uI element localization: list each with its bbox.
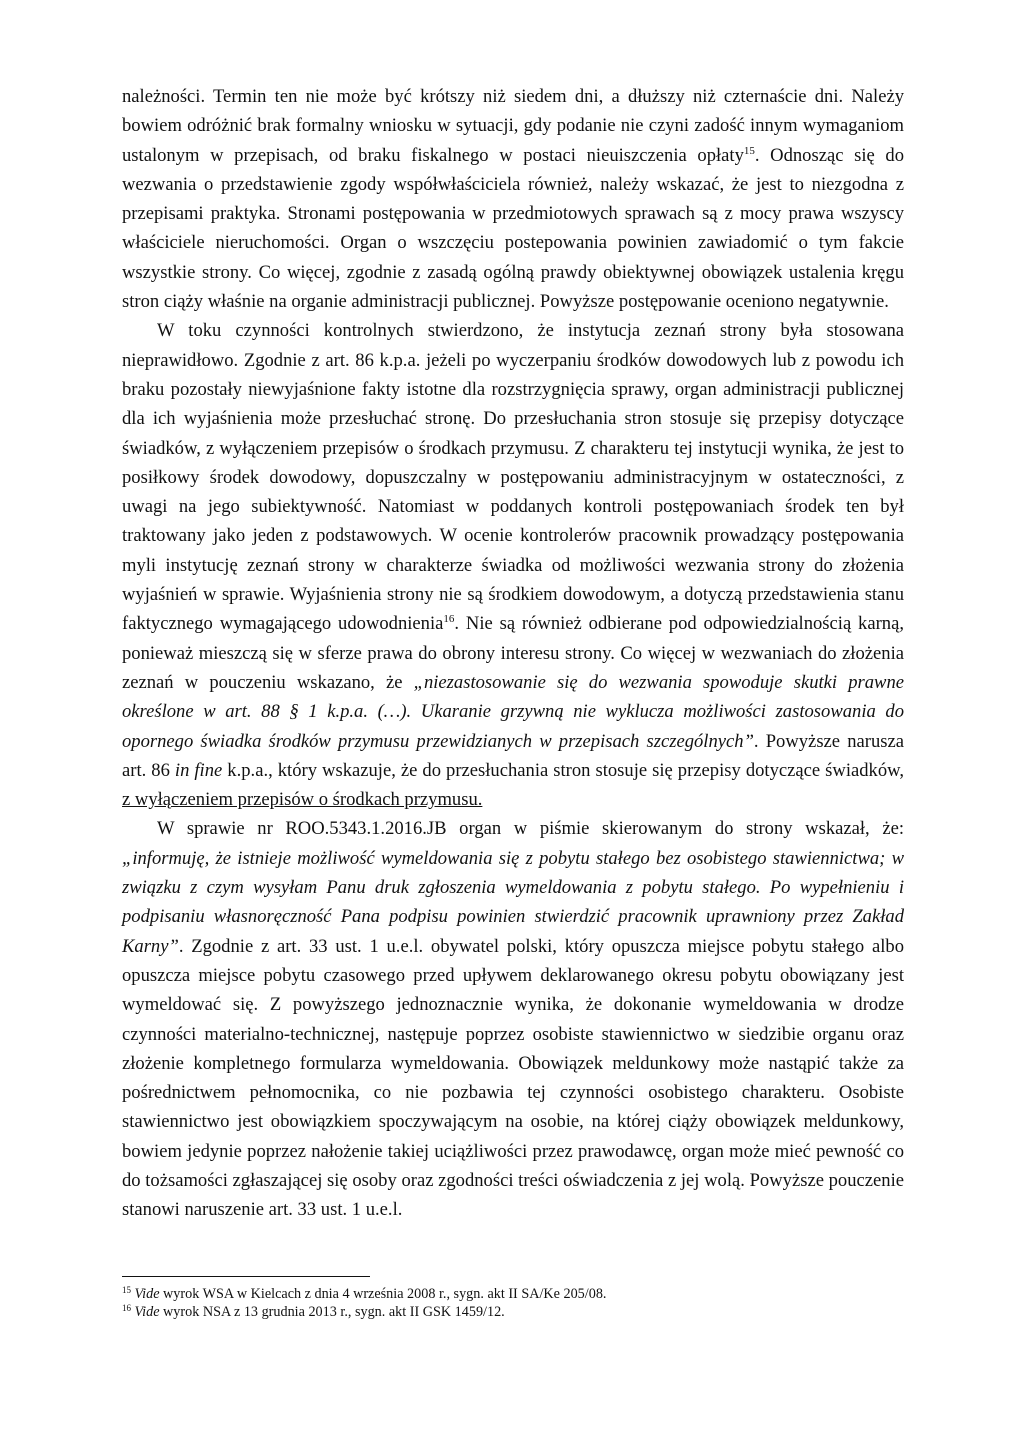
text-run: należności. Termin ten nie może być krótszy niż siedem dni, a dłuższy niż czternaście dni. Należy bowiem odróżnić brak formalny wniosku w sytuacji, gdy podanie nie czyni zadość innym wymaganiom ustalonym w przepisach, od braku fiskalnego w postaci nieuiszczenia opłaty [122,86,904,166]
footnote-prefix: Vide [134,1286,160,1302]
paragraph-1 [122,82,904,316]
text-run: „niezastosowanie się do wezwania spowoduje skutki prawne określone w art. 88 § 1 k.p.a. (…). Ukaranie grzywną nie wyklucza możliwości zastosowania do opornego świadka środków przymusu przewidzianych w przepisach szczególnych” [122,671,904,752]
text-run: in fine [174,759,223,781]
paragraph-3 [122,814,904,1224]
text-run: k.p.a., który wskazuje, że do przesłuchania stron stosuje się przepisy dotyczące świadków, [222,759,904,781]
footnote-text: wyrok WSA w Kielcach z dnia 4 września 2008 r., sygn. akt II SA/Ke 205/08. [159,1286,607,1302]
footnote-15 [122,1286,904,1304]
footnote-prefix: Vide [134,1303,160,1320]
footnote-reference: 15 [743,144,755,157]
text-run: W sprawie nr ROO.5343.1.2016.JB organ w piśmie skierowanym do strony wskazał, że: [157,818,904,840]
footnote-16 [122,1304,904,1322]
footnote-number: 15 [122,1285,131,1295]
text-run: . Powyższe narusza art. 86 [122,730,904,781]
footnote-number: 16 [122,1302,131,1313]
footnote-text: wyrok NSA z 13 grudnia 2013 r., sygn. akt II GSK 1459/12. [159,1303,505,1320]
footnote-separator [122,1276,370,1277]
text-run: „informuję, że istnieje możliwość wymeldowania się z pobytu stałego bez osobistego stawiennictwa; w związku z czym wysyłam Panu druk zgłoszenia wymeldowania z pobytu stałego. Po wypełnieniu i podpisaniu własnoręczność Pana podpisu powinien stwierdzić pracownik uprawniony przez Zakład Karny” [122,847,904,957]
paragraph-2 [122,316,904,814]
document-body [122,82,904,1225]
text-run: z wyłączeniem przepisów o środkach przymusu. [122,789,483,811]
footnote-reference: 16 [443,613,455,626]
text-run: . Odnosząc się do wezwania o przedstawienie zgody współwłaściciela również, należy wskazać, że jest to niezgodna z przepisami praktyka. Stronami postępowania w przedmiotowych sprawach są z mocy prawa wszyscy właściciele nieruchomości. Organ o wszczęciu postepowania powinien zawiadomić o tym fakcie wszystkie strony. Co więcej, zgodnie z zasadą ogólną prawdy obiektywnej obowiązek ustalenia kręgu stron ciąży właśnie na organie administracji publicznej. Powyższe postępowanie oceniono negatywnie. [122,144,904,313]
footnotes [122,1286,904,1321]
text-run: . Nie są również odbierane pod odpowiedzialnością karną, ponieważ mieszczą się w sferze prawa do obrony interesu strony. Co więcej w wezwaniach do złożenia zeznań w pouczeniu wskazano, że [122,613,904,693]
text-run: . Zgodnie z art. 33 ust. 1 u.e.l. obywatel polski, który opuszcza miejsce pobytu stałego albo opuszcza miejsce pobytu czasowego przed upływem deklarowanego okresu pobytu obowiązany jest wymeldować się. Z powyższego jednoznacznie wynika, że dokonanie wymeldowania w drodze czynności materialno-technicznej, następuje poprzez osobiste stawiennictwo w siedzibie organu oraz złożenie kompletnego formularza wymeldowania. Obowiązek meldunkowy może nastąpić także za pośrednictwem pełnomocnika, co nie pozbawia tej czynności osobistego charakteru. Osobiste stawiennictwo jest obowiązkiem spoczywającym na osobie, na której ciąży obowiązek meldunkowy, bowiem jedynie poprzez nałożenie takiej uciążliwości przez prawodawcę, organ może mieć pewność co do tożsamości zgłaszającej się osoby oraz zgodności treści oświadczenia z jej wolą. Powyższe pouczenie stanowi naruszenie art. 33 ust. 1 u.e.l. [122,935,904,1221]
text-run: W toku czynności kontrolnych stwierdzono, że instytucja zeznań strony była stosowana nieprawidłowo. Zgodnie z art. 86 k.p.a. jeżeli po wyczerpaniu środków dowodowych lub z powodu ich braku pozostały niewyjaśnione fakty istotne dla rozstrzygnięcia sprawy, organ administracji publicznej dla ich wyjaśnienia może przesłuchać stronę. Do przesłuchania stron stosuje się przepisy dotyczące świadków, z wyłączeniem przepisów o środkach przymusu. Z charakteru tej instytucji wynika, że jest to posiłkowy środek dowodowy, dopuszczalny w postępowaniu administracyjnym w ostateczności, z uwagi na jego subiektywność. Natomiast w poddanych kontroli postępowaniach środek ten był traktowany jako jeden z podstawowych. W ocenie kontrolerów pracownik prowadzący postępowania myli instytucję zeznań strony w charakterze świadka od możliwości wezwania strony do złożenia wyjaśnień w sprawie. Wyjaśnienia strony nie są środkiem dowodowym, a dotyczą przedstawienia stanu faktycznego wymagającego udowodnienia [122,320,904,635]
